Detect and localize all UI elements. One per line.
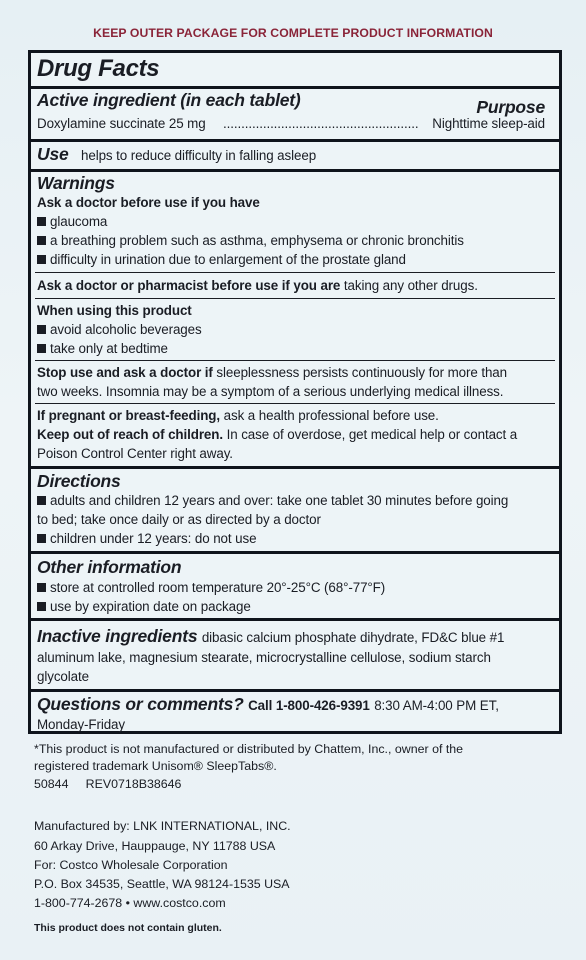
other-info-heading: Other information	[37, 557, 182, 577]
pregnant-bold: If pregnant or breast-feeding,	[37, 408, 220, 423]
drug-facts-title: Drug Facts	[37, 55, 160, 82]
divider	[31, 86, 559, 89]
direction-item-cont: to bed; take once daily or as directed by a doctor	[37, 512, 321, 527]
divider	[35, 272, 555, 273]
purpose-heading: Purpose	[476, 97, 545, 117]
warnings-heading: Warnings	[37, 173, 115, 193]
disclaimer-line1: *This product is not manufactured or distributed by Chattem, Inc., owner of the	[34, 742, 464, 756]
divider	[31, 618, 559, 621]
ask-pharmacist-line	[37, 276, 478, 295]
stop-use-line2: two weeks. Insomnia may be a symptom of a serious underlying medical illness.	[37, 384, 504, 399]
questions-days: Monday-Friday	[37, 717, 126, 732]
stop-use-text: sleeplessness persists continuously for more than	[216, 365, 507, 380]
keep-out-text: In case of overdose, get medical help or contact a	[226, 427, 518, 442]
manufacturer-line1: Manufactured by: LNK INTERNATIONAL, INC.	[34, 819, 291, 833]
ask-pharmacist-rest: taking any other drugs.	[343, 278, 478, 293]
warning-item-text: difficulty in urination due to enlargement of the prostate gland	[50, 252, 406, 267]
directions-heading: Directions	[37, 471, 121, 491]
direction-item-text: children under 12 years: do not use	[50, 531, 257, 546]
other-info-item-text: store at controlled room temperature 20°-25°C (68°-77°F)	[50, 580, 386, 595]
when-using-heading: When using this product	[37, 303, 192, 318]
warning-item	[37, 231, 464, 250]
when-using-item	[37, 320, 202, 339]
other-info-item	[37, 597, 251, 616]
direction-item-text: adults and children 12 years and over: take one tablet 30 minutes before going	[50, 493, 509, 508]
leader-dots: ......................................................	[223, 116, 419, 131]
distributor-line1: For: Costco Wholesale Corporation	[34, 858, 228, 872]
questions-heading: Questions or comments?	[37, 694, 244, 714]
divider	[35, 298, 555, 299]
divider	[35, 360, 555, 361]
when-using-item-text: take only at bedtime	[50, 341, 168, 356]
inactive-line1	[37, 626, 504, 647]
active-ingredient-heading: Active ingredient (in each tablet)	[37, 90, 301, 110]
warning-item-text: glaucoma	[50, 214, 108, 229]
keep-out-line	[37, 425, 517, 444]
when-using-item-text: avoid alcoholic beverages	[50, 322, 202, 337]
ask-pharmacist-bold: Ask a doctor or pharmacist before use if you are	[37, 278, 341, 293]
divider	[31, 689, 559, 692]
other-info-item-text: use by expiration date on package	[50, 599, 251, 614]
when-using-item	[37, 339, 168, 358]
divider	[31, 139, 559, 142]
inactive-heading: Inactive ingredients	[37, 626, 198, 646]
pregnant-text: ask a health professional before use.	[223, 408, 439, 423]
ask-doctor-heading: Ask a doctor before use if you have	[37, 195, 260, 210]
product-codes: 50844 REV0718B38646	[34, 777, 182, 791]
distributor-line2: P.O. Box 34535, Seattle, WA 98124-1535 USA	[34, 877, 290, 891]
divider	[35, 403, 555, 404]
manufacturer-line2: 60 Arkay Drive, Hauppauge, NY 11788 USA	[34, 839, 276, 853]
disclaimer-line2: registered trademark Unisom® SleepTabs®.	[34, 759, 277, 773]
divider	[31, 466, 559, 469]
active-ingredient-purpose: Nighttime sleep-aid	[432, 116, 545, 131]
drug-facts-panel	[28, 50, 562, 734]
use-text: helps to reduce difficulty in falling asleep	[81, 148, 317, 163]
warning-item	[37, 212, 107, 231]
inactive-text: dibasic calcium phosphate dihydrate, FD&C blue #1	[201, 630, 505, 645]
questions-hours: 8:30 AM-4:00 PM ET,	[374, 698, 499, 713]
stop-use-bold: Stop use and ask a doctor if	[37, 365, 213, 380]
pregnant-line	[37, 406, 439, 425]
questions-phone: Call 1-800-426-9391	[248, 698, 370, 713]
stop-use-line1	[37, 363, 507, 382]
inactive-line3: glycolate	[37, 669, 89, 684]
questions-line1	[37, 694, 499, 715]
warning-item-text: a breathing problem such as asthma, emphysema or chronic bronchitis	[50, 233, 464, 248]
inactive-line2: aluminum lake, magnesium stearate, microcrystalline cellulose, sodium starch	[37, 650, 491, 665]
divider	[31, 169, 559, 172]
gluten-note: This product does not contain gluten.	[34, 922, 222, 934]
keep-out-line2: Poison Control Center right away.	[37, 446, 233, 461]
warning-item	[37, 250, 406, 269]
active-ingredient-name: Doxylamine succinate 25 mg	[37, 116, 206, 131]
use-heading: Use	[37, 144, 69, 164]
other-info-item	[37, 578, 385, 597]
keep-out-bold: Keep out of reach of children.	[37, 427, 223, 442]
distributor-contact: 1-800-774-2678 • www.costco.com	[34, 896, 226, 910]
package-note: KEEP OUTER PACKAGE FOR COMPLETE PRODUCT INFORMATION	[93, 26, 493, 40]
divider	[31, 551, 559, 554]
direction-item	[37, 491, 508, 510]
direction-item	[37, 529, 256, 548]
